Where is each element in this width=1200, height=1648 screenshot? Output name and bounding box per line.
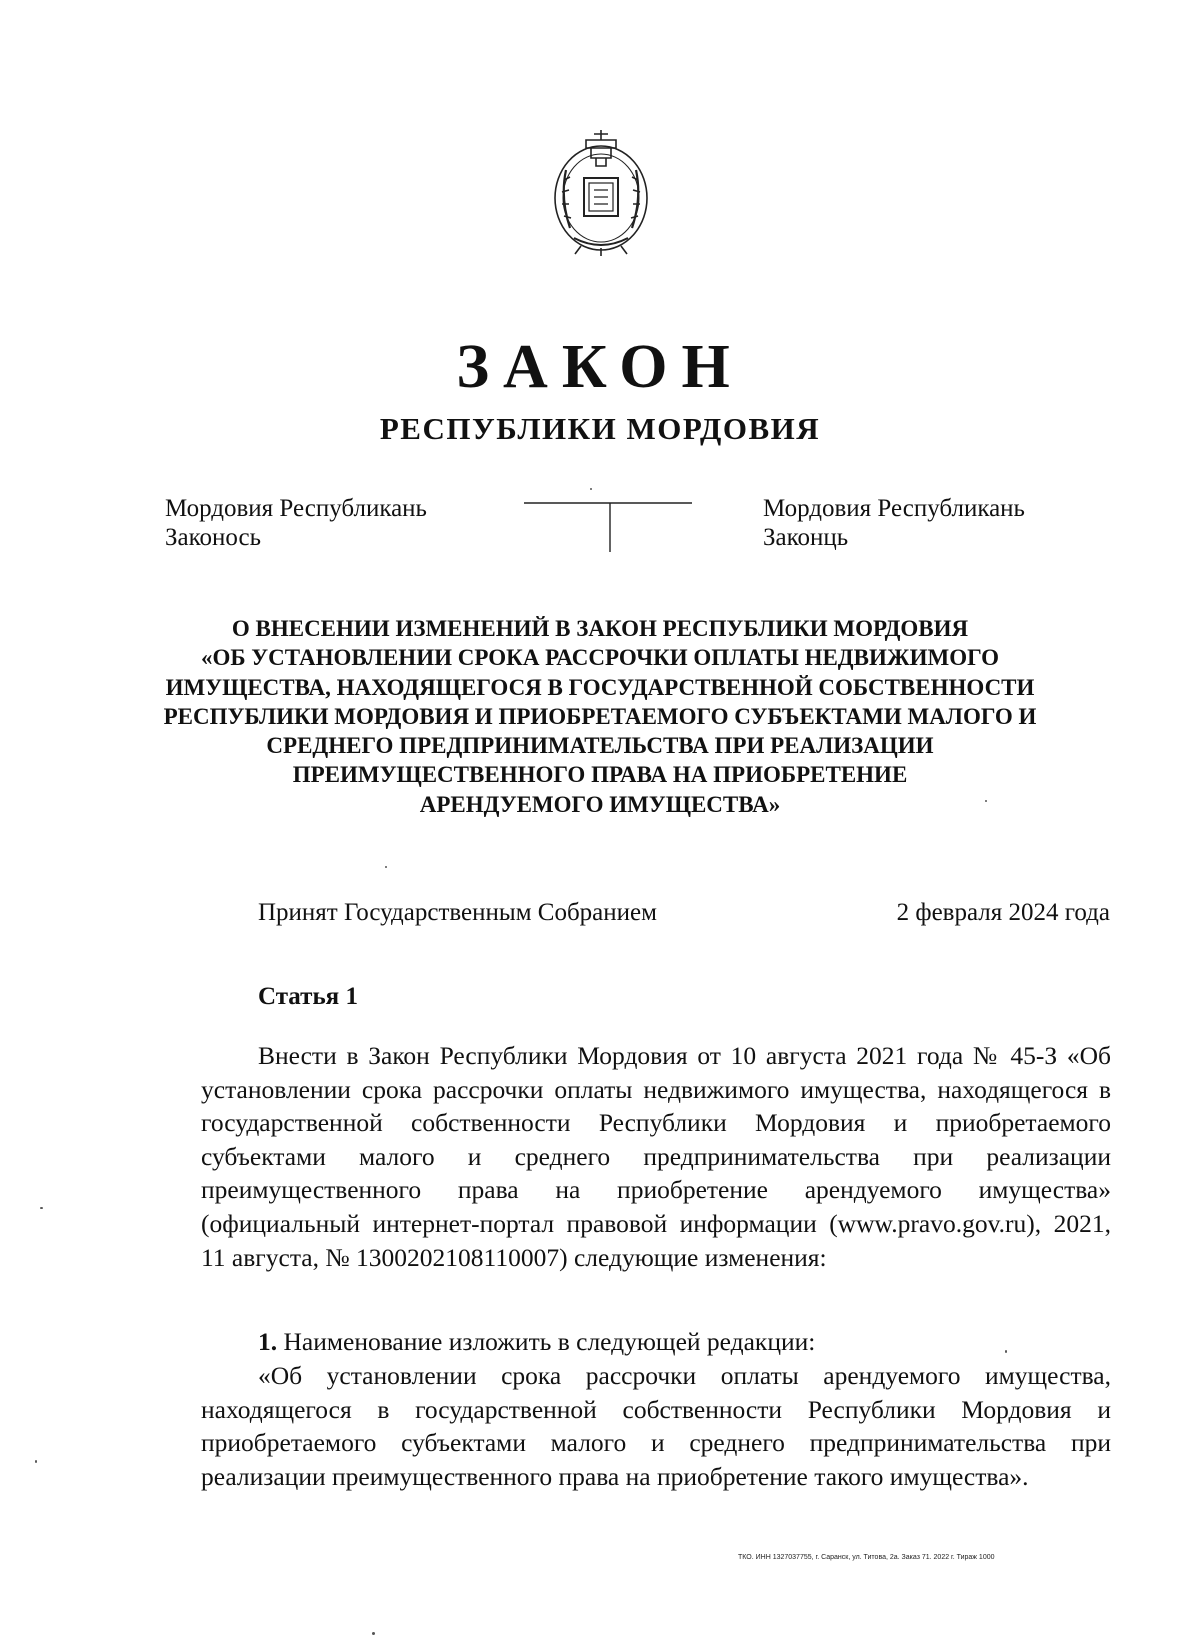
scan-speck (35, 1460, 37, 1463)
article-heading: Статья 1 (258, 983, 358, 1010)
law-name (150, 614, 1050, 819)
mordovian-title-left-line: Мордовия Республикань (165, 495, 427, 522)
scan-speck (40, 1207, 43, 1209)
scan-speck (590, 488, 592, 490)
article-item (258, 1325, 815, 1359)
article-intro-paragraph: Внести в Закон Республики Мордовия от 10 августа 2021 года № 45-З «Об установлении срока рассрочки оплаты недвижимого имущества, находящегося в государственной собственности Республики Мордовия и приобретаемого субъектами малого и среднего предпринимательства при реализации преимущественного права на приобретение арендуемого имущества» (официальный интернет-портал правовой информации (www.pravo.gov.ru), 2021, 11 августа, № 1300202108110007) следующие изменения: (201, 1041, 1111, 1272)
mordovian-title-right-line: Законць (763, 524, 849, 551)
coat-of-arms-emblem (546, 120, 656, 260)
scan-speck (385, 866, 387, 868)
mordovian-title-left-line: Законось (165, 524, 261, 551)
item-number: 1. (258, 1327, 278, 1356)
mordovian-title-right (763, 494, 1025, 552)
law-name-line: О ВНЕСЕНИИ ИЗМЕНЕНИЙ В ЗАКОН РЕСПУБЛИКИ МОРДОВИЯ (231, 616, 969, 641)
mordovian-title-right-line: Мордовия Республикань (763, 495, 1025, 522)
law-number-placeholder (524, 500, 692, 554)
mordovian-title-left (165, 494, 427, 552)
law-subtitle: РЕСПУБЛИКИ МОРДОВИЯ (379, 411, 821, 446)
print-info: ТКО. ИНН 1327037755, г. Саранск, ул. Титова, 2а. Заказ 71. 2022 г. Тираж 1000 (738, 1554, 995, 1561)
law-title: ЗАКОН (456, 333, 744, 401)
law-name-line: СРЕДНЕГО ПРЕДПРИНИМАТЕЛЬСТВА ПРИ РЕАЛИЗАЦИИ (266, 733, 934, 759)
new-name-quote: «Об установлении срока рассрочки оплаты арендуемого имущества, находящегося в государственной собственности Республики Мордовия и приобретаемого субъектами малого и среднего предпринимательства при реализации преимущественного права на приобретение такого имущества». (201, 1361, 1111, 1491)
item-text: Наименование изложить в следующей редакции: (283, 1327, 816, 1356)
law-name-line: «ОБ УСТАНОВЛЕНИИ СРОКА РАССРОЧКИ ОПЛАТЫ НЕДВИЖИМОГО (200, 645, 1000, 671)
scan-speck (1005, 1350, 1007, 1353)
law-name-line: ПРЕИМУЩЕСТВЕННОГО ПРАВА НА ПРИОБРЕТЕНИЕ (292, 762, 908, 788)
scan-speck (372, 1632, 375, 1635)
scan-speck (985, 800, 987, 802)
law-name-line: АРЕНДУЕМОГО ИМУЩЕСТВА» (419, 791, 781, 817)
law-name-line: ИМУЩЕСТВА, НАХОДЯЩЕГОСЯ В ГОСУДАРСТВЕННОЙ СОБСТВЕННОСТИ (165, 674, 1035, 700)
law-name-line: РЕСПУБЛИКИ МОРДОВИЯ И ПРИОБРЕТАЕМОГО СУБЪЕКТАМИ МАЛОГО И (163, 703, 1037, 729)
adopted-by: Принят Государственным Собранием (258, 899, 657, 926)
adoption-date: 2 февраля 2024 года (896, 899, 1110, 926)
